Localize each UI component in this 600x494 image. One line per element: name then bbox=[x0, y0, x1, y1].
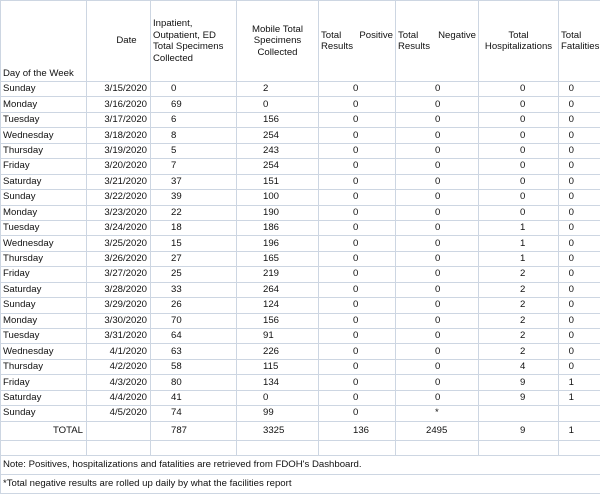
cell-day: Thursday bbox=[1, 359, 87, 374]
total-positive: 136 bbox=[319, 421, 396, 440]
cell-positive: 0 bbox=[319, 174, 396, 189]
cell-inpatient: 26 bbox=[151, 298, 237, 313]
cell-date: 4/5/2020 bbox=[87, 406, 151, 421]
cell-fatalities: 1 bbox=[559, 390, 600, 405]
cell-day: Saturday bbox=[1, 282, 87, 297]
cell-day: Tuesday bbox=[1, 329, 87, 344]
cell-fatalities: 0 bbox=[559, 159, 600, 174]
cell-day: Wednesday bbox=[1, 128, 87, 143]
cell-fatalities: 0 bbox=[559, 313, 600, 328]
total-mobile: 3325 bbox=[237, 421, 319, 440]
cell-mobile: 226 bbox=[237, 344, 319, 359]
cell-day: Wednesday bbox=[1, 236, 87, 251]
cell-positive: 0 bbox=[319, 220, 396, 235]
cell-hospitalizations: 2 bbox=[479, 344, 559, 359]
cell-fatalities: 0 bbox=[559, 190, 600, 205]
cell-hospitalizations: 0 bbox=[479, 128, 559, 143]
cell-day: Friday bbox=[1, 159, 87, 174]
table-row bbox=[1, 190, 600, 205]
table-header bbox=[1, 1, 600, 82]
cell-inpatient: 25 bbox=[151, 267, 237, 282]
cell-inpatient: 63 bbox=[151, 344, 237, 359]
cell-mobile: 156 bbox=[237, 112, 319, 127]
cell-mobile: 99 bbox=[237, 406, 319, 421]
cell-day: Thursday bbox=[1, 251, 87, 266]
cell-mobile: 151 bbox=[237, 174, 319, 189]
cell-hospitalizations: 0 bbox=[479, 159, 559, 174]
cell-positive: 0 bbox=[319, 359, 396, 374]
note-row bbox=[1, 455, 600, 474]
cell-positive: 0 bbox=[319, 82, 396, 97]
table-row bbox=[1, 97, 600, 112]
cell-fatalities: 0 bbox=[559, 251, 600, 266]
table-row bbox=[1, 359, 600, 374]
cell-negative: 0 bbox=[396, 128, 479, 143]
cell-date: 3/19/2020 bbox=[87, 143, 151, 158]
cell-negative: 0 bbox=[396, 390, 479, 405]
cell-day: Monday bbox=[1, 313, 87, 328]
cell-day: Saturday bbox=[1, 174, 87, 189]
cell-negative: 0 bbox=[396, 220, 479, 235]
cell-inpatient: 18 bbox=[151, 220, 237, 235]
table-row bbox=[1, 282, 600, 297]
total-label: TOTAL bbox=[1, 421, 87, 440]
cell-positive: 0 bbox=[319, 236, 396, 251]
cell-negative: 0 bbox=[396, 190, 479, 205]
cell-negative: 0 bbox=[396, 282, 479, 297]
cell-inpatient: 70 bbox=[151, 313, 237, 328]
header-hospitalizations: Total Hospitalizations bbox=[479, 1, 559, 82]
cell-mobile: 196 bbox=[237, 236, 319, 251]
total-fatalities: 1 bbox=[559, 421, 600, 440]
total-inpatient: 787 bbox=[151, 421, 237, 440]
cell-inpatient: 80 bbox=[151, 375, 237, 390]
cell-inpatient: 74 bbox=[151, 406, 237, 421]
cell-date: 3/21/2020 bbox=[87, 174, 151, 189]
total-date-cell bbox=[87, 421, 151, 440]
cell-mobile: 165 bbox=[237, 251, 319, 266]
cell-day: Sunday bbox=[1, 82, 87, 97]
table-row bbox=[1, 236, 600, 251]
cell-positive: 0 bbox=[319, 159, 396, 174]
cell-inpatient: 41 bbox=[151, 390, 237, 405]
cell-positive: 0 bbox=[319, 267, 396, 282]
cell-date: 4/4/2020 bbox=[87, 390, 151, 405]
cell-fatalities bbox=[559, 406, 600, 421]
cell-mobile: 186 bbox=[237, 220, 319, 235]
cell-day: Monday bbox=[1, 205, 87, 220]
cell-date: 3/26/2020 bbox=[87, 251, 151, 266]
cell-positive: 0 bbox=[319, 251, 396, 266]
table-body bbox=[1, 82, 600, 422]
cell-fatalities: 0 bbox=[559, 267, 600, 282]
table-row bbox=[1, 205, 600, 220]
cell-date: 4/1/2020 bbox=[87, 344, 151, 359]
table-row bbox=[1, 267, 600, 282]
cell-fatalities: 0 bbox=[559, 112, 600, 127]
cell-date: 3/31/2020 bbox=[87, 329, 151, 344]
cell-date: 4/2/2020 bbox=[87, 359, 151, 374]
cell-hospitalizations: 0 bbox=[479, 143, 559, 158]
table-row bbox=[1, 112, 600, 127]
cell-inpatient: 39 bbox=[151, 190, 237, 205]
cell-day: Tuesday bbox=[1, 112, 87, 127]
cell-mobile: 264 bbox=[237, 282, 319, 297]
cell-mobile: 243 bbox=[237, 143, 319, 158]
cell-mobile: 156 bbox=[237, 313, 319, 328]
note-negative-results: *Total negative results are rolled up daily by what the facilities report bbox=[1, 474, 600, 493]
cell-day: Sunday bbox=[1, 298, 87, 313]
cell-day: Sunday bbox=[1, 406, 87, 421]
header-fatalities: Total Fatalities bbox=[559, 1, 600, 82]
cell-hospitalizations: 1 bbox=[479, 220, 559, 235]
header-negative-results: Total Negative Results bbox=[396, 1, 479, 82]
total-row bbox=[1, 421, 600, 440]
cell-date: 3/16/2020 bbox=[87, 97, 151, 112]
header-date: Date bbox=[87, 1, 151, 82]
table-row bbox=[1, 298, 600, 313]
cell-inpatient: 69 bbox=[151, 97, 237, 112]
cell-date: 3/28/2020 bbox=[87, 282, 151, 297]
cell-negative: 0 bbox=[396, 174, 479, 189]
table-row bbox=[1, 143, 600, 158]
cell-hospitalizations: 9 bbox=[479, 375, 559, 390]
cell-negative: 0 bbox=[396, 159, 479, 174]
cell-inpatient: 27 bbox=[151, 251, 237, 266]
cell-hospitalizations: 0 bbox=[479, 190, 559, 205]
cell-date: 3/29/2020 bbox=[87, 298, 151, 313]
cell-positive: 0 bbox=[319, 143, 396, 158]
cell-hospitalizations: 1 bbox=[479, 251, 559, 266]
cell-hospitalizations: 0 bbox=[479, 97, 559, 112]
cell-positive: 0 bbox=[319, 298, 396, 313]
cell-positive: 0 bbox=[319, 205, 396, 220]
cell-negative: 0 bbox=[396, 329, 479, 344]
cell-mobile: 0 bbox=[237, 97, 319, 112]
cell-hospitalizations: 2 bbox=[479, 267, 559, 282]
cell-negative: * bbox=[396, 406, 479, 421]
cell-date: 3/25/2020 bbox=[87, 236, 151, 251]
cell-mobile: 219 bbox=[237, 267, 319, 282]
total-negative: 2495 bbox=[396, 421, 479, 440]
cell-date: 3/20/2020 bbox=[87, 159, 151, 174]
cell-inpatient: 15 bbox=[151, 236, 237, 251]
cell-day: Wednesday bbox=[1, 344, 87, 359]
cell-hospitalizations: 2 bbox=[479, 329, 559, 344]
table-row bbox=[1, 220, 600, 235]
cell-negative: 0 bbox=[396, 298, 479, 313]
cell-mobile: 124 bbox=[237, 298, 319, 313]
cell-fatalities: 0 bbox=[559, 128, 600, 143]
cell-mobile: 0 bbox=[237, 390, 319, 405]
table-row bbox=[1, 251, 600, 266]
cell-hospitalizations: 0 bbox=[479, 82, 559, 97]
cell-date: 3/22/2020 bbox=[87, 190, 151, 205]
cell-hospitalizations: 1 bbox=[479, 236, 559, 251]
cell-positive: 0 bbox=[319, 390, 396, 405]
cell-hospitalizations bbox=[479, 406, 559, 421]
cell-positive: 0 bbox=[319, 375, 396, 390]
cell-negative: 0 bbox=[396, 344, 479, 359]
cell-fatalities: 0 bbox=[559, 344, 600, 359]
table-row bbox=[1, 128, 600, 143]
cell-hospitalizations: 4 bbox=[479, 359, 559, 374]
cell-fatalities: 1 bbox=[559, 375, 600, 390]
cell-date: 3/27/2020 bbox=[87, 267, 151, 282]
cell-positive: 0 bbox=[319, 282, 396, 297]
cell-negative: 0 bbox=[396, 375, 479, 390]
cell-fatalities: 0 bbox=[559, 236, 600, 251]
cell-positive: 0 bbox=[319, 344, 396, 359]
cell-fatalities: 0 bbox=[559, 359, 600, 374]
cell-hospitalizations: 0 bbox=[479, 174, 559, 189]
table-row bbox=[1, 375, 600, 390]
cell-day: Monday bbox=[1, 97, 87, 112]
cell-hospitalizations: 2 bbox=[479, 313, 559, 328]
cell-inpatient: 33 bbox=[151, 282, 237, 297]
table-row bbox=[1, 344, 600, 359]
cell-positive: 0 bbox=[319, 128, 396, 143]
cell-date: 3/18/2020 bbox=[87, 128, 151, 143]
cell-fatalities: 0 bbox=[559, 329, 600, 344]
cell-hospitalizations: 0 bbox=[479, 112, 559, 127]
cell-mobile: 2 bbox=[237, 82, 319, 97]
cell-inpatient: 58 bbox=[151, 359, 237, 374]
table-row bbox=[1, 313, 600, 328]
cell-negative: 0 bbox=[396, 236, 479, 251]
table-footer bbox=[1, 421, 600, 493]
cell-negative: 0 bbox=[396, 143, 479, 158]
cell-positive: 0 bbox=[319, 112, 396, 127]
cell-positive: 0 bbox=[319, 190, 396, 205]
cell-hospitalizations: 0 bbox=[479, 205, 559, 220]
cell-fatalities: 0 bbox=[559, 82, 600, 97]
table-row bbox=[1, 82, 600, 97]
cell-date: 3/30/2020 bbox=[87, 313, 151, 328]
note-row-2 bbox=[1, 474, 600, 493]
cell-positive: 0 bbox=[319, 313, 396, 328]
note-dashboard-source: Note: Positives, hospitalizations and fatalities are retrieved from FDOH's Dashboard. bbox=[1, 455, 600, 474]
cell-date: 3/24/2020 bbox=[87, 220, 151, 235]
cell-inpatient: 6 bbox=[151, 112, 237, 127]
header-mobile-specimens: Mobile Total Specimens Collected bbox=[237, 1, 319, 82]
cell-inpatient: 8 bbox=[151, 128, 237, 143]
table-row bbox=[1, 174, 600, 189]
table-row bbox=[1, 159, 600, 174]
cell-date: 3/17/2020 bbox=[87, 112, 151, 127]
cell-mobile: 91 bbox=[237, 329, 319, 344]
cell-fatalities: 0 bbox=[559, 282, 600, 297]
cell-day: Sunday bbox=[1, 190, 87, 205]
cell-day: Tuesday bbox=[1, 220, 87, 235]
total-hospitalizations: 9 bbox=[479, 421, 559, 440]
table-row bbox=[1, 406, 600, 421]
cell-positive: 0 bbox=[319, 406, 396, 421]
cell-positive: 0 bbox=[319, 329, 396, 344]
header-inpatient-specimens: Inpatient, Outpatient, ED Total Specimens Collected bbox=[151, 1, 237, 82]
cell-negative: 0 bbox=[396, 267, 479, 282]
cell-hospitalizations: 2 bbox=[479, 282, 559, 297]
cell-negative: 0 bbox=[396, 82, 479, 97]
table-row bbox=[1, 390, 600, 405]
cell-negative: 0 bbox=[396, 205, 479, 220]
cell-inpatient: 22 bbox=[151, 205, 237, 220]
cell-negative: 0 bbox=[396, 359, 479, 374]
cell-inpatient: 64 bbox=[151, 329, 237, 344]
cell-fatalities: 0 bbox=[559, 174, 600, 189]
cell-negative: 0 bbox=[396, 313, 479, 328]
cell-fatalities: 0 bbox=[559, 220, 600, 235]
cell-negative: 0 bbox=[396, 251, 479, 266]
cell-inpatient: 37 bbox=[151, 174, 237, 189]
cell-day: Friday bbox=[1, 375, 87, 390]
cell-day: Thursday bbox=[1, 143, 87, 158]
cell-day: Saturday bbox=[1, 390, 87, 405]
cell-mobile: 115 bbox=[237, 359, 319, 374]
cell-day: Friday bbox=[1, 267, 87, 282]
cell-mobile: 100 bbox=[237, 190, 319, 205]
header-positive-results: Total Positive Results bbox=[319, 1, 396, 82]
cell-negative: 0 bbox=[396, 112, 479, 127]
cell-positive: 0 bbox=[319, 97, 396, 112]
cell-inpatient: 5 bbox=[151, 143, 237, 158]
cell-fatalities: 0 bbox=[559, 298, 600, 313]
cell-mobile: 254 bbox=[237, 128, 319, 143]
cell-mobile: 190 bbox=[237, 205, 319, 220]
cell-fatalities: 0 bbox=[559, 205, 600, 220]
cell-negative: 0 bbox=[396, 97, 479, 112]
cell-inpatient: 7 bbox=[151, 159, 237, 174]
cell-date: 3/15/2020 bbox=[87, 82, 151, 97]
cell-inpatient: 0 bbox=[151, 82, 237, 97]
cell-date: 4/3/2020 bbox=[87, 375, 151, 390]
cell-mobile: 254 bbox=[237, 159, 319, 174]
cell-hospitalizations: 2 bbox=[479, 298, 559, 313]
header-day-of-week: Day of the Week bbox=[1, 1, 87, 82]
cell-hospitalizations: 9 bbox=[479, 390, 559, 405]
table-row bbox=[1, 329, 600, 344]
cell-fatalities: 0 bbox=[559, 97, 600, 112]
spacer-row bbox=[1, 440, 600, 455]
cell-fatalities: 0 bbox=[559, 143, 600, 158]
cell-date: 3/23/2020 bbox=[87, 205, 151, 220]
cell-mobile: 134 bbox=[237, 375, 319, 390]
